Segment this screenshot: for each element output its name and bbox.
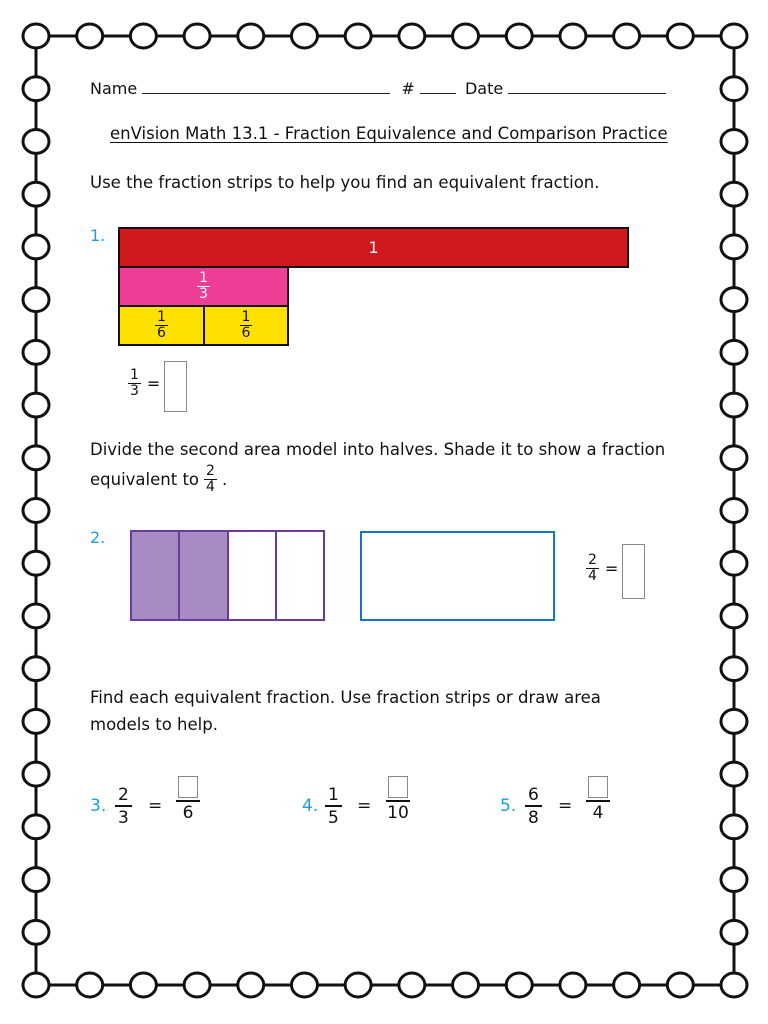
sixth-strip-1-fraction: $\frac{1}{6}$: [157, 309, 166, 341]
border-circle: [721, 446, 747, 470]
border-circle: [560, 24, 586, 48]
border-circle: [23, 235, 49, 259]
border-circle: [399, 973, 425, 997]
border-circle: [614, 24, 640, 48]
date-label: Date: [464, 79, 504, 98]
whole-strip-label: 1: [368, 238, 379, 257]
border-circle: [721, 24, 747, 48]
third-strip: [118, 266, 289, 307]
problem-5-answer-box[interactable]: [588, 776, 608, 798]
border-circle: [721, 815, 747, 839]
area-instruction-line-1: Divide the second area model into halves. Shade it to show a fraction: [90, 440, 666, 459]
border-circle: [667, 973, 693, 997]
area-model-fourths: [130, 530, 325, 621]
border-circle: [23, 24, 49, 48]
border-circle: [614, 973, 640, 997]
border-circle: [560, 973, 586, 997]
border-circle: [721, 340, 747, 364]
border-circle: [721, 288, 747, 312]
name-label: Name: [90, 79, 138, 98]
border-circle: [23, 499, 49, 523]
border-circle: [721, 868, 747, 892]
border-circle: [721, 604, 747, 628]
third-strip-fraction: $\frac{1}{3}$: [199, 270, 208, 302]
border-circle: [23, 551, 49, 575]
border-circle: [23, 446, 49, 470]
problem-2-equation: $\frac{2}{4}$ =: [588, 552, 619, 584]
area-part-unshaded: [277, 532, 323, 619]
border-circle: [23, 920, 49, 944]
border-circle: [77, 973, 103, 997]
sixth-strip-2: [203, 305, 289, 346]
area-model-blank[interactable]: [360, 531, 555, 621]
border-circle: [238, 973, 264, 997]
problem-1-number: 1.: [90, 226, 106, 245]
border-circle: [23, 762, 49, 786]
border-circle: [291, 24, 317, 48]
border-circle: [23, 657, 49, 681]
border-circle: [23, 973, 49, 997]
problem-4-fraction: 1 5: [325, 785, 342, 829]
border-circle: [721, 709, 747, 733]
border-circle: [23, 815, 49, 839]
problem-2-answer-box[interactable]: [622, 544, 645, 599]
border-circle: [23, 868, 49, 892]
date-input-line[interactable]: [508, 79, 666, 94]
problem-1-equation: $\frac{1}{3}$ =: [130, 367, 161, 399]
border-circle: [721, 235, 747, 259]
find-instruction-line-1: Find each equivalent fraction. Use fraction strips or draw area: [90, 688, 601, 707]
border-circle: [23, 288, 49, 312]
problem-4-answer: 10: [386, 776, 410, 824]
page-title: enVision Math 13.1 - Fraction Equivalence and Comparison Practice: [110, 124, 668, 143]
border-circle: [453, 24, 479, 48]
border-circle: [721, 77, 747, 101]
border-circle: [238, 24, 264, 48]
strips-instruction: Use the fraction strips to help you find an equivalent fraction.: [90, 173, 600, 192]
border-circle: [667, 24, 693, 48]
border-circle: [721, 551, 747, 575]
sixth-strip-2-fraction: $\frac{1}{6}$: [241, 309, 251, 341]
border-circle: [721, 920, 747, 944]
area-part-shaded: [180, 532, 228, 619]
border-circle: [506, 973, 532, 997]
border-circle: [23, 129, 49, 153]
problem-1-answer-box[interactable]: [164, 361, 187, 412]
whole-strip: [118, 227, 629, 268]
border-circle: [130, 24, 156, 48]
problem-3-equals: =: [148, 796, 163, 816]
border-circle: [345, 24, 371, 48]
problem-3-number: 3.: [90, 796, 107, 816]
problem-5-answer: 4: [586, 776, 610, 824]
problem-4-number: 4.: [302, 796, 319, 816]
border-circle: [399, 24, 425, 48]
problem-5-fraction: 6 8: [525, 785, 542, 829]
border-circle: [77, 24, 103, 48]
border-circle: [345, 973, 371, 997]
border-circle: [23, 77, 49, 101]
border-circle: [184, 973, 210, 997]
border-circle: [721, 182, 747, 206]
name-input-line[interactable]: [142, 79, 390, 94]
number-input-line[interactable]: [420, 79, 456, 94]
border-circle: [721, 129, 747, 153]
border-circle: [721, 393, 747, 417]
border-circle: [23, 709, 49, 733]
area-instruction-fraction: $\frac{2}{4}$: [206, 463, 215, 495]
border-circle: [23, 340, 49, 364]
problem-3-answer-box[interactable]: [178, 776, 198, 798]
find-instruction-line-2: models to help.: [90, 715, 218, 734]
problem-2-fraction: $\frac{2}{4}$: [588, 552, 597, 584]
border-circle: [721, 657, 747, 681]
name-field-row: [90, 79, 666, 99]
area-part-unshaded: [229, 532, 277, 619]
border-circle: [506, 24, 532, 48]
border-circle: [130, 973, 156, 997]
border-circle: [721, 762, 747, 786]
border-circle: [23, 604, 49, 628]
sixth-strip-1: [118, 305, 205, 346]
problem-3-answer: 6: [176, 776, 200, 824]
border-circle: [291, 973, 317, 997]
border-circle: [23, 393, 49, 417]
problem-3-fraction: 2 3: [115, 785, 132, 829]
area-instruction-line-2: equivalent to $\frac{2}{4}$ .: [90, 463, 228, 495]
border-circle: [184, 24, 210, 48]
border-circle: [453, 973, 479, 997]
border-circle: [23, 182, 49, 206]
problem-4-answer-box[interactable]: [388, 776, 408, 798]
problem-5-equals: =: [558, 796, 573, 816]
problem-2-number: 2.: [90, 528, 106, 547]
problem-1-fraction: $\frac{1}{3}$: [130, 367, 139, 399]
problem-4-equals: =: [357, 796, 372, 816]
number-label: #: [401, 79, 415, 98]
border-circle: [721, 973, 747, 997]
area-part-shaded: [132, 532, 180, 619]
problem-5-number: 5.: [500, 796, 517, 816]
border-circle: [721, 499, 747, 523]
